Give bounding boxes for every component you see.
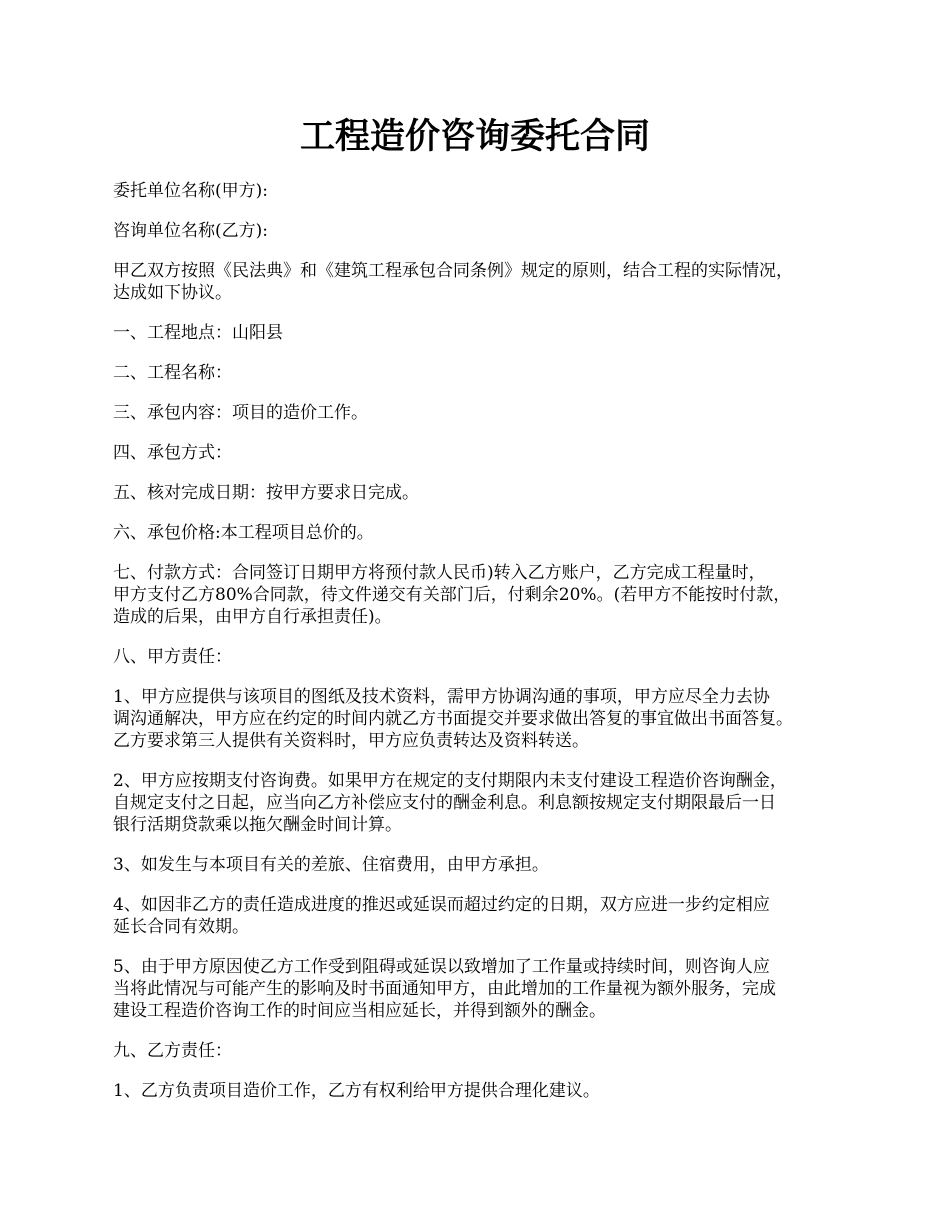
paragraph xyxy=(113,894,858,938)
document-body xyxy=(113,180,858,1120)
paragraph xyxy=(113,854,858,876)
document-title: 工程造价咨询委托合同 xyxy=(299,116,650,157)
paragraph-line: 二、工程名称： xyxy=(113,363,232,383)
paragraph-line: 2、甲方应按期支付咨询费。如果甲方在规定的支付期限内未支付建设工程造价咨询酬金， xyxy=(113,771,787,791)
paragraph-line: 四、承包方式： xyxy=(113,443,232,463)
paragraph-line: 5、由于甲方原因使乙方工作受到阻碍或延误以致增加了工作量或持续时间，则咨询人应 xyxy=(113,957,770,977)
paragraph-line: 委托单位名称(甲方): xyxy=(113,181,268,201)
paragraph xyxy=(113,260,858,304)
paragraph-line: 一、工程地点：山阳县 xyxy=(113,323,283,343)
paragraph xyxy=(113,322,858,344)
paragraph xyxy=(113,402,858,424)
paragraph xyxy=(113,770,858,836)
paragraph-line: 三、承包内容：项目的造价工作。 xyxy=(113,403,368,423)
paragraph-line: 延长合同有效期。 xyxy=(113,917,249,937)
paragraph xyxy=(113,180,858,202)
paragraph xyxy=(113,646,858,668)
paragraph-line: 甲乙双方按照《民法典》和《建筑工程承包合同条例》规定的原则，结合工程的实际情况， xyxy=(113,261,793,281)
paragraph-line: 建设工程造价咨询工作的时间应当相应延长，并得到额外的酬金。 xyxy=(113,1001,606,1021)
paragraph-line: 达成如下协议。 xyxy=(113,283,232,303)
paragraph-line: 乙方要求第三人提供有关资料时，甲方应负责转达及资料转送。 xyxy=(113,731,589,751)
paragraph-line: 造成的后果，由甲方自行承担责任)。 xyxy=(113,607,392,627)
paragraph-line: 调沟通解决，甲方应在约定的时间内就乙方书面提交并要求做出答复的事宜做出书面答复。 xyxy=(113,709,793,729)
paragraph xyxy=(113,1040,858,1062)
paragraph xyxy=(113,362,858,384)
paragraph-line: 3、如发生与本项目有关的差旅、住宿费用，由甲方承担。 xyxy=(113,855,549,875)
paragraph xyxy=(113,482,858,504)
paragraph xyxy=(113,956,858,1022)
paragraph-line: 甲方支付乙方80%合同款，待文件递交有关部门后，付剩余20%。(若甲方不能按时付款， xyxy=(113,585,791,605)
paragraph xyxy=(113,442,858,464)
paragraph-line: 当将此情况与可能产生的影响及时书面通知甲方，由此增加的工作量视为额外服务，完成 xyxy=(113,979,776,999)
paragraph-line: 咨询单位名称(乙方): xyxy=(113,221,268,241)
paragraph-line: 银行活期贷款乘以拖欠酬金时间计算。 xyxy=(113,815,402,835)
paragraph-line: 八、甲方责任： xyxy=(113,647,232,667)
paragraph-line: 自规定支付之日起，应当向乙方补偿应支付的酬金利息。利息额按规定支付期限最后一日 xyxy=(113,793,776,813)
paragraph-line: 五、核对完成日期：按甲方要求日完成。 xyxy=(113,483,419,503)
paragraph xyxy=(113,522,858,544)
paragraph-line: 七、付款方式：合同签订日期甲方将预付款人民币)转入乙方账户，乙方完成工程量时， xyxy=(113,563,766,583)
paragraph xyxy=(113,1080,858,1102)
paragraph-line: 九、乙方责任： xyxy=(113,1041,232,1061)
paragraph xyxy=(113,220,858,242)
paragraph xyxy=(113,686,858,752)
paragraph-line: 1、乙方负责项目造价工作，乙方有权利给甲方提供合理化建议。 xyxy=(113,1081,600,1101)
paragraph-line: 六、承包价格:本工程项目总价的。 xyxy=(113,523,374,543)
paragraph-line: 1、甲方应提供与该项目的图纸及技术资料，需甲方协调沟通的事项，甲方应尽全力去协 xyxy=(113,687,770,707)
paragraph-line: 4、如因非乙方的责任造成进度的推迟或延误而超过约定的日期，双方应进一步约定相应 xyxy=(113,895,770,915)
paragraph xyxy=(113,562,858,628)
